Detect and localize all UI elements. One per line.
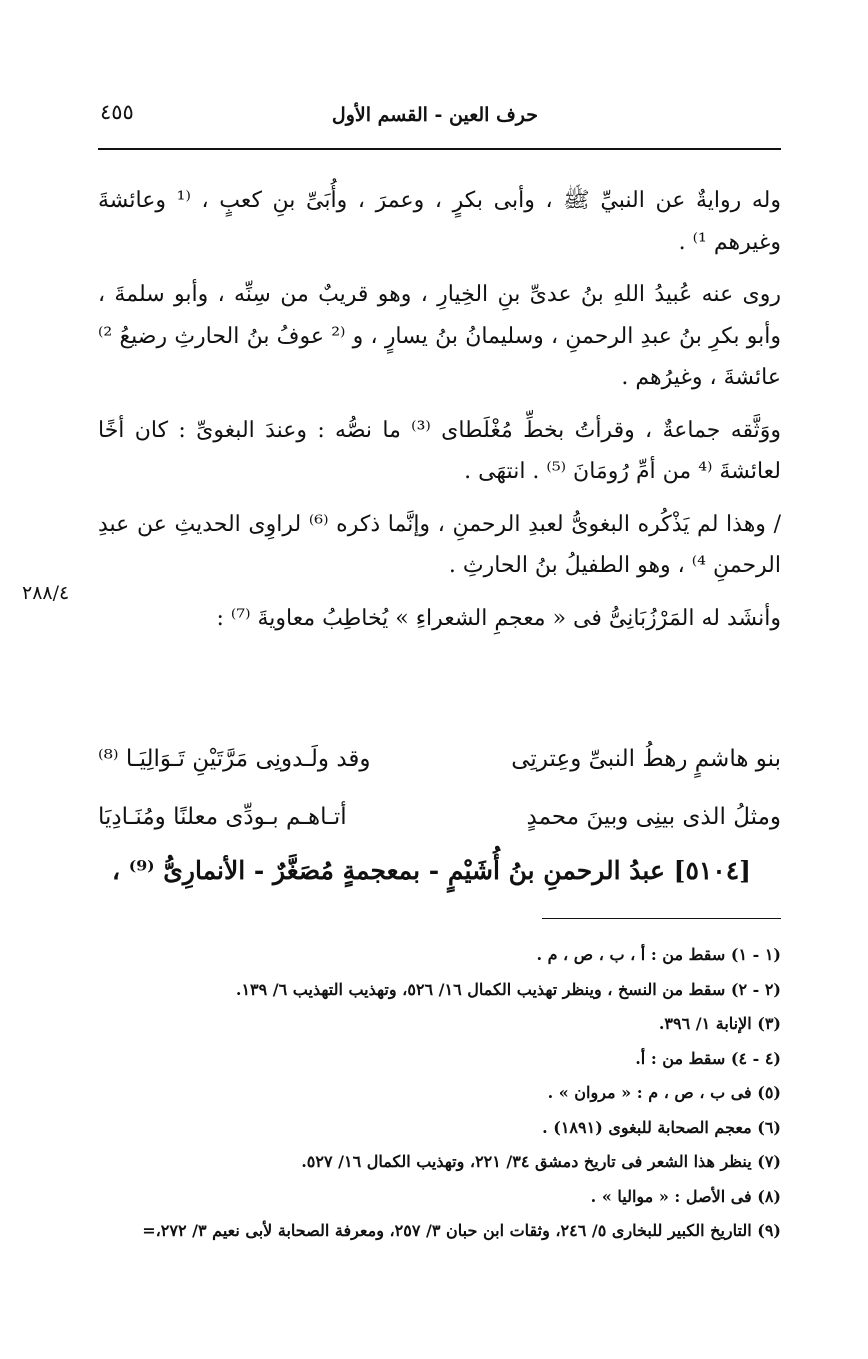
running-header-title: حرف العين - القسم الأول	[331, 104, 538, 126]
paragraph-narration: وله روايةٌ عن النبيِّ ﷺ ، وأبى بكرٍ ، وعمرَ ، وأُبَىِّ بنِ كعبٍ ، ⁽¹ وعائشةَ وغيرهم ¹⁾ .	[98, 188, 781, 255]
poem	[98, 746, 781, 862]
page-number: ٤٥٥	[100, 100, 134, 124]
footnote: (٧) ينظر هذا الشعر فى تاريخ دمشق ٣٤/ ٢٢١، وتهذيب الكمال ١٦/ ٥٢٧.	[301, 1152, 781, 1171]
footnote: (٩) التاريخ الكبير للبخارى ٥/ ٢٤٦، وثقات ابن حبان ٣/ ٢٥٧، ومعرفة الصحابة لأبى نعيم ٣/ ٢٧٢،=	[142, 1221, 781, 1240]
footnote: (٥) فى ب ، ص ، م : « مروان » .	[547, 1083, 781, 1102]
verse-first-hemistich: ومثلُ الذى بينِى وبينَ محمدٍ	[526, 804, 781, 830]
paragraph-narrators: روى عنه عُبيدُ اللهِ بنُ عدىِّ بنِ الخِيارِ ، وهو قريبٌ من سِنِّه ، وأبو سلمةَ ، وأبو بكرِ بنُ عبدِ الرحمنِ ، وسليمانُ بنُ يسارٍ ، و ⁽² عوفُ بنُ الحارثِ رضيعُ ²⁾ عائشةَ ، وغيرُهم .	[98, 282, 781, 390]
footnotes	[98, 938, 781, 1249]
header-divider	[98, 148, 781, 150]
footnote: (٨) فى الأصل : « مواليا » .	[590, 1186, 781, 1206]
verse-first-hemistich: بنو هاشمٍ رهطُ النبىِّ وعِترتِى	[511, 746, 781, 772]
verse-line	[98, 804, 781, 862]
paragraph-correction: / وهذا لم يَذْكُره البغوىُّ لعبدِ الرحمنِ ، وإنَّما ذكره ⁽⁶⁾ لراوِى الحديثِ عن عبدِ الرحمنِ ⁴⁾ ، وهو الطفيلُ بنُ الحارثِ .	[98, 511, 782, 578]
verse-line	[98, 746, 781, 804]
main-text	[98, 180, 781, 650]
entry-heading: [٥١٠٤] عبدُ الرحمنِ بنُ أُشَيْمٍ - بمعجمةٍ مُصَغَّرٌ - الأنمارِىُّ ⁽⁹⁾ ،	[111, 856, 751, 885]
verse-second-hemistich: أتـاهـم بـودِّى معلنًا ومُنَـادِيَا	[98, 804, 347, 830]
footnote: (٢ - ٢) سقط من النسخ ، وينظر تهذيب الكمال ١٦/ ٥٢٦، وتهذيب التهذيب ٦/ ١٣٩.	[235, 979, 781, 999]
footnote-divider	[542, 918, 781, 919]
footnote: (٣) الإنابة ١/ ٣٩٦.	[658, 1014, 781, 1033]
footnote: (١ - ١) سقط من : أ ، ب ، ص ، م .	[536, 945, 781, 964]
paragraph-poetry-intro: وأنشَد له المَرْزُبَانِىُّ فى « معجمِ الشعراءِ » يُخاطِبُ معاويةَ ⁽⁷⁾ :	[216, 605, 781, 631]
margin-reference: ٢٨٨/٤	[22, 582, 70, 604]
verse-second-hemistich: وقد ولَـدونِى مَرَّتَيْنِ تَـوَالِيَـا ⁽⁸⁾	[98, 746, 371, 772]
footnote: (٤ - ٤) سقط من : أ.	[635, 1048, 781, 1068]
footnote: (٦) معجم الصحابة للبغوى (١٨٩١) .	[542, 1117, 781, 1137]
paragraph-reliability: ووَثَّقه جماعةٌ ، وقرأتُ بخطِّ مُغْلَطاى ⁽³⁾ ما نصُّه : وعندَ البغوىِّ : كان أخًا لعائشةَ ⁽⁴ من أمِّ رُومَانَ ⁽⁵⁾ . انتهَى .	[98, 417, 781, 484]
